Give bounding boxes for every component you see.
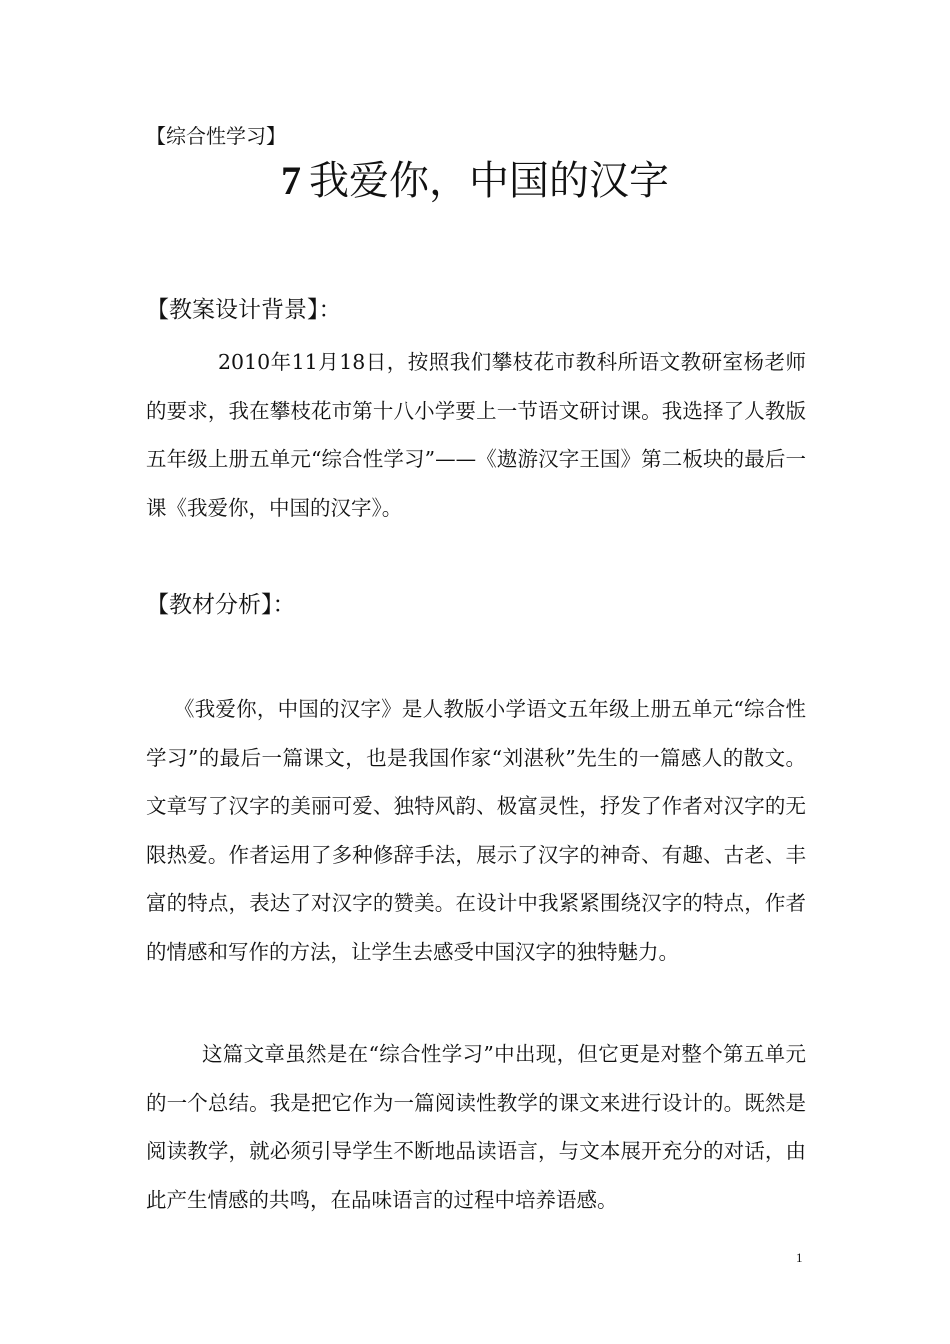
category-tag: 【综合性学习】 [146,124,286,148]
background-paragraph: 2010年11月18日，按照我们攀枝花市教科所语文教研室杨老师的要求，我在攀枝花市第十八小学要上一节语文研讨课。我选择了人教版五年级上册五单元“综合性学习”——《遨游汉字王国》第二板块的最后一课《我爱你，中国的汉字》。 [146,350,806,520]
section-heading-background: 【教案设计背景】： [146,297,342,323]
page-number: 1 [796,1250,803,1265]
lesson-number: 7 [281,158,301,203]
analysis-paragraph-1: 《我爱你，中国的汉字》是人教版小学语文五年级上册五单元“综合性学习”的最后一篇课文，也是我国作家“刘湛秋”先生的一篇感人的散文。文章写了汉字的美丽可爱、独特风韵、极富灵性，抒发了作者对汉字的无限热爱。作者运用了多种修辞手法，展示了汉字的神奇、有趣、古老、丰富的特点，表达了对汉字的赞美。在设计中我紧紧围绕汉字的特点，作者的情感和写作的方法，让学生去感受中国汉字的独特魅力。 [146,697,806,964]
analysis-paragraph-2: 这篇文章虽然是在“综合性学习”中出现，但它更是对整个第五单元的一个总结。我是把它作为一篇阅读性教学的课文来进行设计的。既然是阅读教学，就必须引导学生不断地品读语言，与文本展开充分的对话，由此产生情感的共鸣，在品味语言的过程中培养语感。 [146,1042,806,1212]
page-title [0,152,950,210]
section-heading-analysis: 【教材分析】： [146,592,296,618]
lesson-title: 我爱你，中国的汉字 [309,158,669,204]
